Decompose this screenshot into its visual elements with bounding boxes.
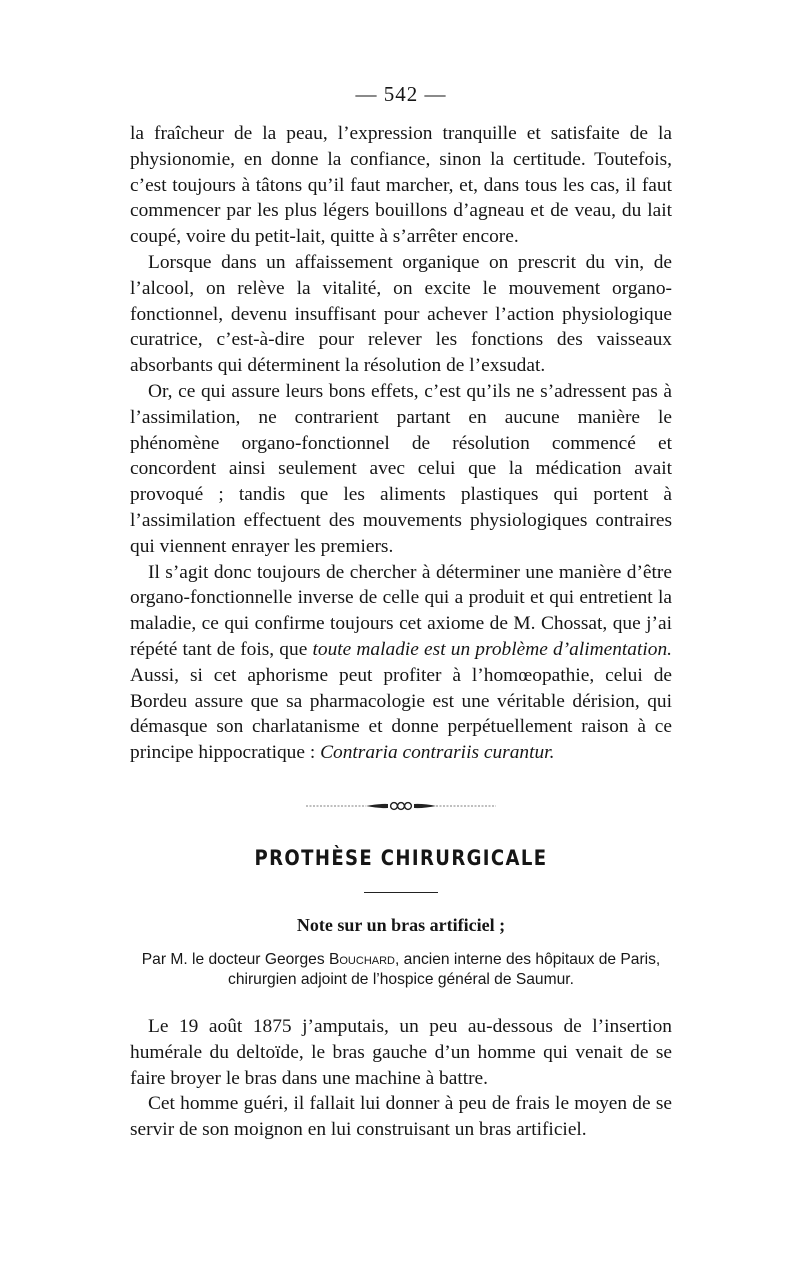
- note-paragraph-2: Cet homme guéri, il fallait lui donner à peu de frais le moyen de se servir de son moignon en lui construisant un bras artificiel.: [130, 1093, 672, 1141]
- section-title: PROTHÈSE CHIRURGICALE: [254, 845, 548, 870]
- byline-surname: Bouchard: [328, 950, 395, 968]
- paragraph-4-italic-b: Contraria contrariis curantur.: [320, 742, 555, 764]
- note-title: Note sur un bras artificiel ;: [296, 914, 506, 935]
- note-body: [130, 1014, 672, 1143]
- page-number: — 542 —: [355, 82, 447, 106]
- document-page: [130, 82, 672, 1143]
- paragraph-4: [130, 560, 672, 766]
- paragraph-4-text-b: Aussi, si cet aphorisme peut profiter à l’homœopathie, celui de Bordeu assure que sa pharmacologie est une véritable dérision, qui démasque son charlatanisme et donne perpétuellement raison à ce principe hippocratique :: [130, 664, 672, 764]
- byline-suffix: , ancien interne des hôpitaux de Paris, chirurgien adjoint de l’hospice général de Saumur.: [228, 950, 661, 988]
- paragraph-3: Or, ce qui assure leurs bons effets, c’est qu’ils ne s’adressent pas à l’assimilation, ne contrarient partant en aucune manière le phénomène organo-fonctionnel de résolution commencé et concordent ainsi seulement avec celui que la médication avait provoqué ; tandis que les aliments plastiques qui portent à l’assimilation effectuent des mouvements physiologiques contraires qui viennent enrayer les premiers.: [130, 380, 672, 557]
- title-rule: [364, 892, 438, 893]
- paragraph-1: la fraîcheur de la peau, l’expression tranquille et satisfaite de la physionomie, en donne la confiance, sinon la certitude. Toutefois, c’est toujours à tâtons qu’il faut marcher, et, dans tous les cas, il faut commencer par les plus légers bouillons d’agneau et de veau, du lait coupé, voire du petit-lait, quitte à s’arrêter encore.: [130, 123, 672, 248]
- byline-prefix: Par M. le docteur Georges: [141, 950, 329, 968]
- paragraph-4-text-a: Il s’agit donc toujours de chercher à déterminer une manière d’être organo-fonctionnelle inverse de celle qui a produit et qui entretient la maladie, ce qui confirme toujours cet axiome de M. Chossat, que j’ai répété tant de fois, que: [130, 561, 672, 660]
- note-paragraph-1: Le 19 août 1875 j’amputais, un peu au-dessous de l’insertion humérale du deltoïde, le bras gauche d’un homme qui venait de se faire broyer le bras dans une machine à battre.: [130, 1015, 672, 1089]
- paragraph-2: Lorsque dans un affaissement organique on prescrit du vin, de l’alcool, on relève la vitalité, on excite le mouvement organo-fonctionnel, devenu insuffisant pour achever l’action physiologique curatrice, c’est-à-dire pour relever les fonctions des vaisseaux absorbants qui déterminent la résolution de l’exsudat.: [130, 251, 672, 377]
- paragraph-4-italic-a: toute maladie est un problème d’alimentation.: [312, 638, 672, 660]
- author-byline: [130, 950, 672, 990]
- ornament-divider: [306, 800, 496, 812]
